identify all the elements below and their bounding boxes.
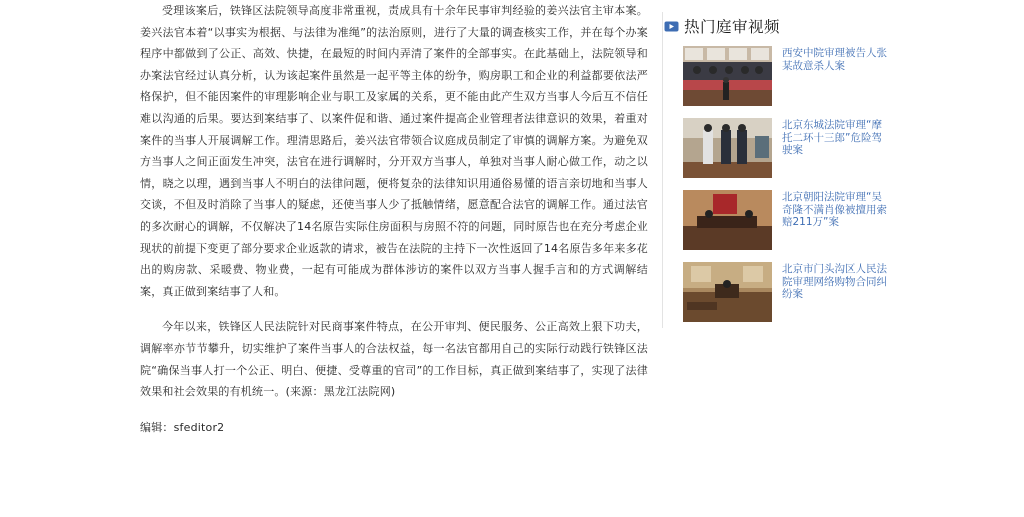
video-thumbnail[interactable] bbox=[683, 262, 772, 322]
article-paragraph: 受理该案后，铁锋区法院领导高度非常重视，责成具有十余年民事审判经验的姜兴法官主审本案。姜兴法官本着“以事实为根据、与法律为准绳”的法治原则，进行了大量的调查核实工作，并在每个办案程序中都做到了公正、高效、快捷，在最短的时间内弄清了案件的全部事实。在此基础上，法院领导和办案法官经过认真分析，认为该起案件虽然是一起平等主体的纷争，购房职工和企业的利益都要依法严格保护，但不能因案件的审理影响企业与职工及家属的关系，更不能由此产生双方当事人今后互不信任难以沟通的后果。要达到案结事了、以案件促和谐、通过案件提高企业管理者法律意识的效果，着重对案件的当事人开展调解工作。理清思路后，姜兴法官带领合议庭成员制定了审慎的调解方案。为避免双方当事人之间正面发生冲突，法官在进行调解时，分开双方当事人，单独对当事人耐心做工作，动之以情，晓之以理，遇到当事人不明白的法律问题，便将复杂的法律知识用通俗易懂的语言亲切地和当事人交谈，不但及时消除了当事人的疑虑，还使当事人少了抵触情绪，愿意配合法官的调解工作。通过法官的多次耐心的调解，不仅解决了14名原告实际住房面积与房照不符的问题，同时原告也在充分考虑企业现状的前提下变更了部分要求企业返款的请求，被告在法院的主持下一次性返回了14名原告多年来多花出的购房款、采暖费、物业费，一起有可能成为群体涉访的案件以双方当事人握手言和的方式调解结案，真正做到案结事了人和。 bbox=[140, 4, 648, 298]
video-item[interactable] bbox=[683, 46, 893, 106]
video-thumbnail[interactable] bbox=[683, 190, 772, 250]
video-thumbnail[interactable] bbox=[683, 118, 772, 178]
panel-header bbox=[664, 14, 894, 38]
hot-trial-videos-panel bbox=[664, 14, 894, 300]
article-body bbox=[140, 0, 648, 438]
video-title-link[interactable]: 北京东城法院审理“摩托二环十三郎”危险驾驶案 bbox=[782, 119, 882, 156]
video-item[interactable] bbox=[683, 118, 893, 178]
video-thumbnail[interactable] bbox=[683, 46, 772, 106]
video-item[interactable] bbox=[683, 262, 893, 322]
video-title-link[interactable]: 北京市门头沟区人民法院审理网络购物合同纠纷案 bbox=[782, 263, 887, 300]
editor-credit: 编辑：sfeditor2 bbox=[140, 420, 225, 434]
column-divider bbox=[662, 12, 663, 328]
article-paragraph: 今年以来，铁锋区人民法院针对民商事案件特点，在公开审判、便民服务、公正高效上狠下功夫，调解率亦节节攀升，切实维护了案件当事人的合法权益，每一名法官都用自己的实际行动践行铁锋区法院“确保当事人打一个公正、明白、便捷、受尊重的官司”的工作目标，真正做到案结事了，实现了法律效果和社会效果的有机统一。(来源：黑龙江法院网) bbox=[140, 320, 648, 399]
panel-title: 热门庭审视频 bbox=[684, 18, 781, 36]
video-title-link[interactable]: 西安中院审理被告人张某故意杀人案 bbox=[782, 47, 887, 72]
video-camera-icon bbox=[664, 19, 679, 34]
video-title-link[interactable]: 北京朝阳法院审理“吴奇隆不满肖像被擅用索赔211万”案 bbox=[782, 191, 887, 228]
video-item[interactable] bbox=[683, 190, 893, 250]
